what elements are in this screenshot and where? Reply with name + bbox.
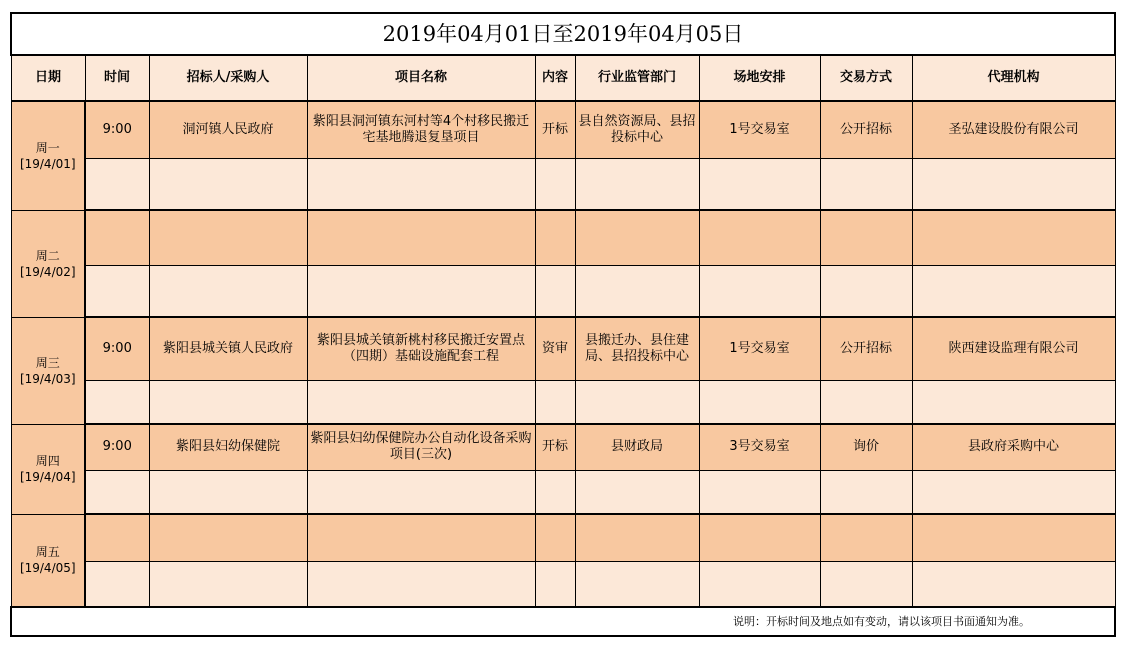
cell-content (535, 514, 575, 561)
cell-time (85, 210, 149, 265)
cell-project-empty (307, 470, 535, 514)
cell-project-empty (307, 380, 535, 424)
table-row (11, 317, 1115, 380)
cell-bidder: 紫阳县妇幼保健院 (149, 424, 307, 470)
cell-time: 9:00 (85, 424, 149, 470)
cell-project-empty (307, 561, 535, 607)
weekday-label: 周一 (35, 140, 60, 155)
weekday-label: 周三 (35, 355, 60, 370)
header-venue: 场地安排 (699, 55, 820, 101)
cell-venue: 3号交易室 (699, 424, 820, 470)
cell-time-empty (85, 158, 149, 210)
header-row (11, 55, 1115, 101)
cell-dept: 县搬迁办、县住建局、县招投标中心 (575, 317, 699, 380)
table-row (11, 101, 1115, 158)
cell-method-empty (820, 158, 912, 210)
header-time: 时间 (85, 55, 149, 101)
cell-project (307, 210, 535, 265)
cell-venue (699, 210, 820, 265)
table-row (11, 380, 1115, 424)
table-row (11, 470, 1115, 514)
date-label: [19/4/05] (19, 561, 76, 576)
date-label: [19/4/02] (19, 264, 76, 279)
cell-time: 9:00 (85, 317, 149, 380)
day-cell (11, 424, 85, 514)
cell-bidder-empty (149, 158, 307, 210)
cell-dept-empty (575, 265, 699, 317)
cell-method (820, 514, 912, 561)
cell-time: 9:00 (85, 101, 149, 158)
cell-agency-empty (912, 158, 1115, 210)
cell-agency-empty (912, 561, 1115, 607)
header-content: 内容 (535, 55, 575, 101)
cell-time-empty (85, 561, 149, 607)
cell-bidder: 洞河镇人民政府 (149, 101, 307, 158)
cell-project-empty (307, 158, 535, 210)
cell-bidder-empty (149, 265, 307, 317)
weekday-label: 周五 (35, 545, 60, 560)
cell-dept (575, 514, 699, 561)
day-cell (11, 210, 85, 317)
cell-time (85, 514, 149, 561)
cell-content: 开标 (535, 424, 575, 470)
table-row (11, 158, 1115, 210)
cell-agency (912, 210, 1115, 265)
header-method: 交易方式 (820, 55, 912, 101)
cell-method-empty (820, 561, 912, 607)
cell-method-empty (820, 380, 912, 424)
cell-project-empty (307, 265, 535, 317)
cell-content: 开标 (535, 101, 575, 158)
cell-dept: 县自然资源局、县招投标中心 (575, 101, 699, 158)
weekday-label: 周四 (35, 454, 60, 468)
cell-bidder-empty (149, 380, 307, 424)
header-project: 项目名称 (307, 55, 535, 101)
table-row (11, 424, 1115, 470)
cell-agency: 圣弘建设股份有限公司 (912, 101, 1115, 158)
header-agency: 代理机构 (912, 55, 1115, 101)
cell-agency-empty (912, 380, 1115, 424)
cell-dept-empty (575, 158, 699, 210)
cell-agency (912, 514, 1115, 561)
cell-content: 资审 (535, 317, 575, 380)
cell-method-empty (820, 265, 912, 317)
cell-venue-empty (699, 470, 820, 514)
cell-time-empty (85, 380, 149, 424)
cell-venue-empty (699, 265, 820, 317)
cell-method: 询价 (820, 424, 912, 470)
cell-content-empty (535, 265, 575, 317)
cell-project (307, 514, 535, 561)
cell-venue-empty (699, 380, 820, 424)
cell-venue (699, 514, 820, 561)
cell-agency-empty (912, 265, 1115, 317)
cell-content-empty (535, 158, 575, 210)
cell-dept-empty (575, 380, 699, 424)
cell-venue: 1号交易室 (699, 101, 820, 158)
bid-schedule-table (10, 12, 1116, 637)
header-bidder: 招标人/采购人 (149, 55, 307, 101)
table-row (11, 210, 1115, 265)
cell-dept: 县财政局 (575, 424, 699, 470)
cell-time-empty (85, 470, 149, 514)
day-cell (11, 514, 85, 607)
cell-bidder: 紫阳县城关镇人民政府 (149, 317, 307, 380)
cell-venue: 1号交易室 (699, 317, 820, 380)
cell-content (535, 210, 575, 265)
cell-content-empty (535, 561, 575, 607)
table-row (11, 561, 1115, 607)
header-dept: 行业监管部门 (575, 55, 699, 101)
day-cell (11, 101, 85, 210)
cell-bidder (149, 514, 307, 561)
cell-bidder-empty (149, 470, 307, 514)
cell-dept-empty (575, 470, 699, 514)
cell-content-empty (535, 470, 575, 514)
table-row (11, 265, 1115, 317)
cell-dept (575, 210, 699, 265)
header-date: 日期 (11, 55, 85, 101)
cell-agency: 陕西建设监理有限公司 (912, 317, 1115, 380)
cell-bidder (149, 210, 307, 265)
cell-project: 紫阳县妇幼保健院办公自动化设备采购项目(三次) (307, 424, 535, 470)
cell-time-empty (85, 265, 149, 317)
table-row (11, 514, 1115, 561)
cell-method: 公开招标 (820, 101, 912, 158)
cell-method: 公开招标 (820, 317, 912, 380)
footnote: 说明：开标时间及地点如有变动，请以该项目书面通知为准。 (11, 607, 1115, 636)
schedule-title: 2019年04月01日至2019年04月05日 (11, 13, 1115, 55)
cell-project: 紫阳县城关镇新桃村移民搬迁安置点（四期）基础设施配套工程 (307, 317, 535, 380)
weekday-label: 周二 (35, 248, 60, 263)
cell-bidder-empty (149, 561, 307, 607)
cell-project: 紫阳县洞河镇东河村等4个村移民搬迁宅基地腾退复垦项目 (307, 101, 535, 158)
day-cell (11, 317, 85, 424)
cell-venue-empty (699, 561, 820, 607)
cell-dept-empty (575, 561, 699, 607)
date-label: [19/4/01] (19, 156, 76, 171)
date-label: [19/4/03] (19, 371, 76, 386)
date-label: [19/4/04] (19, 470, 76, 484)
cell-content-empty (535, 380, 575, 424)
cell-agency-empty (912, 470, 1115, 514)
cell-agency: 县政府采购中心 (912, 424, 1115, 470)
cell-method (820, 210, 912, 265)
cell-venue-empty (699, 158, 820, 210)
cell-method-empty (820, 470, 912, 514)
